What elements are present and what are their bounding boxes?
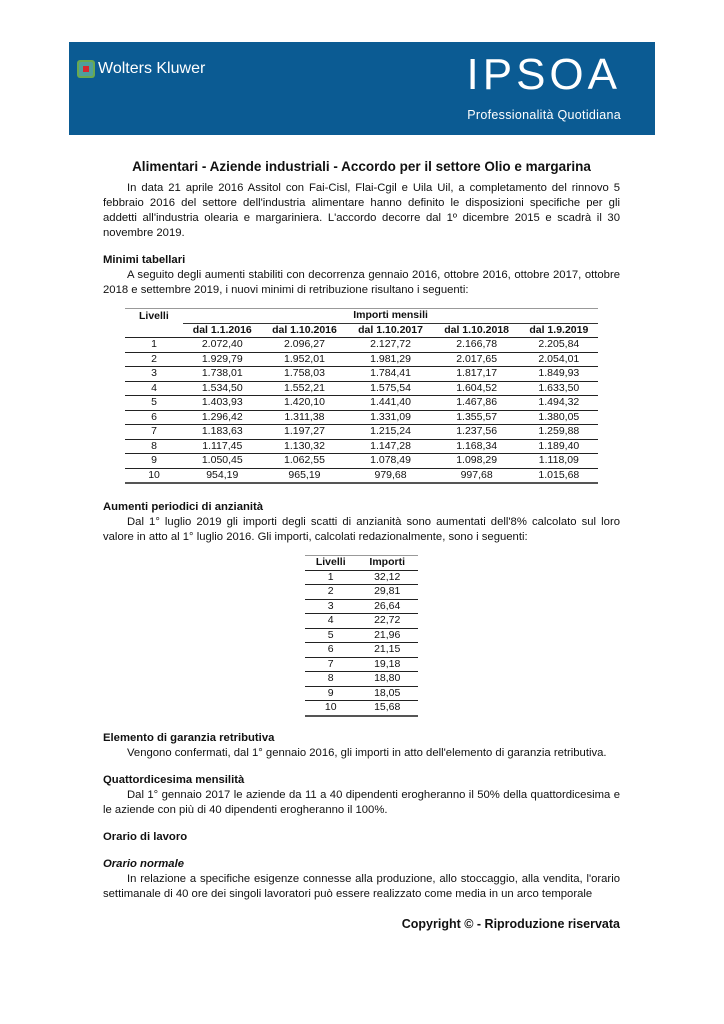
ipsoa-logo: IPSOA xyxy=(466,50,621,99)
wolters-kluwer-logo xyxy=(77,60,205,78)
column-header: dal 1.10.2017 xyxy=(348,323,434,338)
table-cell: 1.849,93 xyxy=(520,367,598,382)
table-cell: 1.197,27 xyxy=(261,425,347,440)
table-cell: 2.205,84 xyxy=(520,338,598,353)
section-heading-minimi: Minimi tabellari xyxy=(103,254,186,266)
table-cell: 1.494,32 xyxy=(520,396,598,411)
wolters-kluwer-logo-icon xyxy=(77,60,95,78)
table-cell: 1.296,42 xyxy=(183,410,261,425)
table-cell: 1.817,17 xyxy=(434,367,520,382)
column-header: dal 1.9.2019 xyxy=(520,323,598,338)
table-cell: 4 xyxy=(305,614,356,629)
table-cell: 1.633,50 xyxy=(520,381,598,396)
table-cell: 1.575,54 xyxy=(348,381,434,396)
table-cell: 1.259,88 xyxy=(520,425,598,440)
table-cell: 1.331,09 xyxy=(348,410,434,425)
table-cell: 2.072,40 xyxy=(183,338,261,353)
table-cell: 1.467,86 xyxy=(434,396,520,411)
section-heading-orario: Orario di lavoro xyxy=(103,830,188,843)
table-cell: 1 xyxy=(305,570,356,585)
table-row xyxy=(305,643,418,658)
table-cell: 3 xyxy=(125,367,183,382)
table-cell: 1.183,63 xyxy=(183,425,261,440)
orario-paragraph: In relazione a specifiche esigenze connesse alla produzione, allo stoccaggio, alla vendita, l'orario settimanale di 40 ore dei singoli lavoratori può essere realizzato come media in un arco temporale xyxy=(103,872,620,900)
table-cell: 8 xyxy=(125,439,183,454)
column-header: Importi xyxy=(356,556,418,571)
table-cell: 1.929,79 xyxy=(183,352,261,367)
table-cell: 997,68 xyxy=(434,468,520,483)
section-heading-garanzia: Elemento di garanzia retributiva xyxy=(103,731,275,744)
column-header: dal 1.10.2016 xyxy=(261,323,347,338)
header-banner xyxy=(69,42,655,135)
copyright-notice: Copyright © - Riproduzione riservata xyxy=(401,916,620,931)
table-cell: 2.166,78 xyxy=(434,338,520,353)
table-cell: 1 xyxy=(125,338,183,353)
section-heading-anzianita: Aumenti periodici di anzianità xyxy=(103,501,264,513)
table-cell: 9 xyxy=(125,454,183,469)
page-flow xyxy=(103,158,620,952)
table-cell: 6 xyxy=(305,643,356,658)
table-row xyxy=(305,701,418,716)
table-cell: 1.015,68 xyxy=(520,468,598,483)
table-cell: 1.311,38 xyxy=(261,410,347,425)
table-cell: 15,68 xyxy=(356,701,418,716)
table-row xyxy=(125,410,598,425)
header-importi-mensili: Importi mensili xyxy=(183,309,598,324)
intro-paragraph: In data 21 aprile 2016 Assitol con Fai-Cisl, Flai-Cgil e Uila Uil, a completamento del rinnovo 5 febbraio 2016 del settore dell'industria alimentare hanno definito le disposizioni specifiche per gli addetti all'industria olearia e margariniera. L'accordo decorre dal 1º dicembre 2015 e scadrà il 30 novembre 2019. xyxy=(103,182,620,239)
table-cell: 1.420,10 xyxy=(261,396,347,411)
table-cell: 32,12 xyxy=(356,570,418,585)
header-blank xyxy=(125,323,183,338)
table-cell: 1.237,56 xyxy=(434,425,520,440)
table-cell: 1.441,40 xyxy=(348,396,434,411)
document-body xyxy=(103,158,620,902)
table-row xyxy=(305,599,418,614)
table-row xyxy=(305,657,418,672)
table-cell: 21,96 xyxy=(356,628,418,643)
table-row xyxy=(125,367,598,382)
table-row xyxy=(125,468,598,483)
table-cell: 2 xyxy=(125,352,183,367)
table-row xyxy=(125,425,598,440)
table-cell: 2.054,01 xyxy=(520,352,598,367)
table-cell: 965,19 xyxy=(261,468,347,483)
header-livelli: Livelli xyxy=(139,309,169,322)
table-cell: 1.117,45 xyxy=(183,439,261,454)
table-row xyxy=(125,439,598,454)
table-row xyxy=(125,454,598,469)
quattordicesima-paragraph: Dal 1° gennaio 2017 le aziende da 11 a 40 dipendenti erogheranno il 50% della quattordicesima e le aziende con più di 40 dipendenti erogheranno il 100%. xyxy=(103,788,620,816)
anzianita-paragraph: Dal 1° luglio 2019 gli importi degli scatti di anzianità sono aumentati dell'8% calcolato sul loro valore in atto al 1° luglio 2016. Gli importi, calcolati redazionalmente, sono i seguenti: xyxy=(103,516,620,543)
table-cell: 1.784,41 xyxy=(348,367,434,382)
table-cell: 6 xyxy=(125,410,183,425)
table-cell: 1.130,32 xyxy=(261,439,347,454)
table-cell: 18,80 xyxy=(356,672,418,687)
table-cell: 1.534,50 xyxy=(183,381,261,396)
table-cell: 1.552,21 xyxy=(261,381,347,396)
table-cell: 8 xyxy=(305,672,356,687)
table-cell: 2.017,65 xyxy=(434,352,520,367)
table-row xyxy=(305,614,418,629)
table-row xyxy=(305,628,418,643)
table-cell: 979,68 xyxy=(348,468,434,483)
column-header: dal 1.1.2016 xyxy=(183,323,261,338)
table-row xyxy=(125,352,598,367)
table-cell: 1.098,29 xyxy=(434,454,520,469)
column-header: dal 1.10.2018 xyxy=(434,323,520,338)
table-cell: 1.952,01 xyxy=(261,352,347,367)
table-cell: 29,81 xyxy=(356,585,418,600)
table-cell: 26,64 xyxy=(356,599,418,614)
table-cell: 1.355,57 xyxy=(434,410,520,425)
tagline: Professionalità Quotidiana xyxy=(467,108,621,122)
table-cell: 1.147,28 xyxy=(348,439,434,454)
table-cell: 3 xyxy=(305,599,356,614)
table-cell: 1.604,52 xyxy=(434,381,520,396)
table-row xyxy=(305,585,418,600)
table-cell: 2 xyxy=(305,585,356,600)
table-cell: 2.096,27 xyxy=(261,338,347,353)
table-row xyxy=(305,672,418,687)
table-cell: 2.127,72 xyxy=(348,338,434,353)
table-cell: 1.189,40 xyxy=(520,439,598,454)
table-cell: 1.380,05 xyxy=(520,410,598,425)
table-cell: 9 xyxy=(305,686,356,701)
table-cell: 1.215,24 xyxy=(348,425,434,440)
document-title: Alimentari - Aziende industriali - Accordo per il settore Olio e margarina xyxy=(132,159,591,174)
table-cell: 5 xyxy=(125,396,183,411)
table-cell: 21,15 xyxy=(356,643,418,658)
table-cell: 1.062,55 xyxy=(261,454,347,469)
minimi-paragraph: A seguito degli aumenti stabiliti con decorrenza gennaio 2016, ottobre 2016, ottobre 2017, ottobre 2018 e settembre 2019, i nuovi minimi di retribuzione risultano i seguenti: xyxy=(103,269,620,296)
table-cell: 1.403,93 xyxy=(183,396,261,411)
table-cell: 7 xyxy=(125,425,183,440)
table-cell: 22,72 xyxy=(356,614,418,629)
anzianita-table xyxy=(305,555,418,717)
table-cell: 18,05 xyxy=(356,686,418,701)
table-row xyxy=(305,570,418,585)
table-row xyxy=(125,396,598,411)
table-cell: 5 xyxy=(305,628,356,643)
table-cell: 4 xyxy=(125,381,183,396)
table-cell: 10 xyxy=(305,701,356,716)
table-cell: 1.118,09 xyxy=(520,454,598,469)
table-cell: 1.078,49 xyxy=(348,454,434,469)
table-row xyxy=(305,686,418,701)
table-cell: 954,19 xyxy=(183,468,261,483)
table-cell: 10 xyxy=(125,468,183,483)
table-cell: 1.981,29 xyxy=(348,352,434,367)
minimi-table xyxy=(125,308,598,484)
table-row xyxy=(125,338,598,353)
table-cell: 1.738,01 xyxy=(183,367,261,382)
garanzia-paragraph: Vengono confermati, dal 1° gennaio 2016, gli importi in atto dell'elemento di garanzia retributiva. xyxy=(127,746,607,759)
table-cell: 1.758,03 xyxy=(261,367,347,382)
table-cell: 19,18 xyxy=(356,657,418,672)
column-header: Livelli xyxy=(305,556,356,571)
subheading-orario-normale: Orario normale xyxy=(103,857,184,870)
table-cell: 7 xyxy=(305,657,356,672)
table-cell: 1.168,34 xyxy=(434,439,520,454)
table-cell: 1.050,45 xyxy=(183,454,261,469)
section-heading-quattordicesima: Quattordicesima mensilità xyxy=(103,773,245,786)
table-row xyxy=(125,381,598,396)
brand-name: Wolters Kluwer xyxy=(98,60,206,77)
